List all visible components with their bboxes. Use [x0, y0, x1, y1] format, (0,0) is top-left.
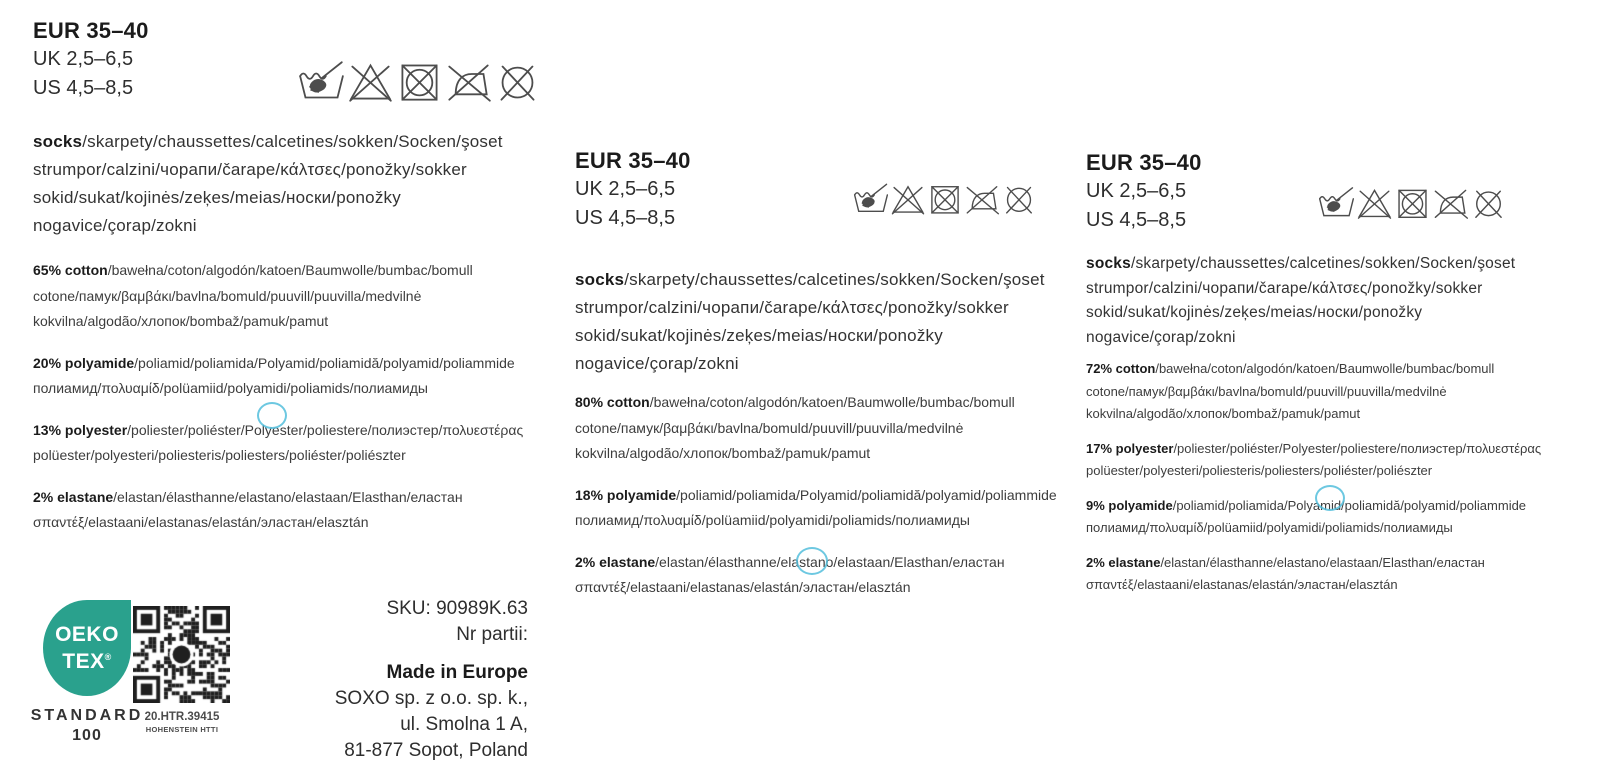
material-paragraph [1086, 552, 1541, 597]
do-not-iron-icon [964, 176, 1000, 222]
composition-block-2 [575, 390, 1057, 617]
material-bold: 65% cotton [33, 262, 108, 278]
standard-number: 100 [72, 727, 102, 744]
composition-block-3 [1086, 358, 1541, 609]
material-paragraph [1086, 358, 1541, 426]
oeko-tex-logo [43, 600, 131, 696]
size-header-3 [1086, 148, 1202, 235]
material-rest: /poliester/poliéster/Polyester/poliestere/полиэстер/πολυεστέρας [127, 421, 524, 438]
product-name-lines: strumpor/calzini/чорапи/čarape/κάλτσες/ponožky/sokker sokid/sukat/kojinės/zeķes/meias/носки/ponožky nogavice/çorap/zokni [33, 160, 467, 235]
material-bold: 2% elastane [575, 553, 656, 570]
size-us: US 4,5–8,5 [1086, 209, 1187, 231]
material-rest: /elastan/élasthanne/elastano/elastaan/Elasthan/еластан [1160, 554, 1485, 570]
care-symbols-row-1 [298, 58, 541, 105]
material-paragraph [575, 390, 1057, 467]
care-symbols-row-2 [853, 176, 1037, 222]
do-not-tumble-dry-icon [927, 176, 963, 222]
product-name-rest: /skarpety/chaussettes/calcetines/sokken/Socken/şoset [624, 270, 1045, 289]
product-names-1 [33, 128, 503, 240]
material-rest: /elastan/élasthanne/elastano/elastaan/Elasthan/еластан [655, 553, 1005, 570]
proof-annotation-circle-polyester [257, 402, 287, 429]
material-rest: /poliamid/poliamida/Polyamid/poliamidă/polyamid/poliammide [134, 354, 515, 371]
material-paragraph [33, 351, 523, 402]
material-lines: полиамид/πολυαμίδ/polüamiid/polyamidi/poliamids/полиамиды [575, 512, 970, 528]
material-rest: /elastan/élasthanne/elastano/elastaan/Elasthan/еластан [113, 488, 463, 505]
hand-wash-icon [1318, 180, 1355, 226]
material-lines: полиамид/πολυαμίδ/polüamiid/polyamidi/poliamids/полиамиды [1086, 520, 1453, 535]
size-header-2 [575, 146, 691, 233]
size-uk: UK 2,5–6,5 [575, 178, 676, 200]
size-eur: EUR 35–40 [575, 148, 691, 173]
material-lines: cotone/памук/βαμβάκι/bavlna/bomuld/puuvill/puuvilla/medvilnė kokvilna/algodão/хлопок/bombaž/pamuk/pamut [1086, 383, 1447, 421]
size-uk: UK 2,5–6,5 [1086, 180, 1187, 202]
material-bold: 80% cotton [575, 394, 650, 410]
material-lines: polüester/polyesteri/poliesteris/poliesters/poliéster/poliészter [33, 447, 406, 463]
material-paragraph [33, 485, 523, 536]
order-info-block [300, 596, 528, 764]
material-lines: полиамид/πολυαμίδ/polüamiid/polyamidi/poliamids/полиамиды [33, 380, 428, 396]
material-bold: 72% cotton [1086, 361, 1156, 376]
do-not-tumble-dry-icon [1394, 180, 1431, 226]
qr-code-canvas [133, 606, 230, 703]
product-name-rest: /skarpety/chaussettes/calcetines/sokken/Socken/şoset [82, 132, 503, 151]
proof-annotation-circle-polyamid [1315, 485, 1345, 511]
do-not-bleach-icon [1356, 180, 1393, 226]
size-uk: UK 2,5–6,5 [33, 48, 134, 70]
size-header-1 [33, 16, 149, 103]
material-bold: 9% polyamide [1086, 497, 1173, 513]
material-rest: /bawełna/coton/algodón/katoen/Baumwolle/bumbac/bomull [1155, 361, 1495, 376]
product-name-bold: socks [33, 132, 83, 151]
made-in-text: Made in Europe [386, 662, 528, 683]
hand-wash-icon [853, 176, 889, 222]
material-paragraph [33, 258, 523, 335]
material-bold: 13% polyester [33, 421, 128, 438]
product-name-rest: /skarpety/chaussettes/calcetines/sokken/Socken/şoset [1130, 255, 1516, 272]
oeko-logo-line1: OEKO [55, 623, 119, 646]
material-lines: σπαντέξ/elastaani/elastanas/elastán/эластан/elasztán [1086, 577, 1398, 592]
hand-wash-icon [298, 58, 345, 105]
oeko-logo-line2: TEX® [62, 650, 112, 673]
do-not-tumble-dry-icon [396, 58, 443, 105]
material-rest: /bawełna/coton/algodón/katoen/Baumwolle/bumbac/bomull [107, 262, 473, 278]
size-eur: EUR 35–40 [33, 18, 149, 43]
material-lines: polüester/polyesteri/poliesteris/poliesters/poliéster/poliészter [1086, 463, 1433, 478]
material-lines: σπαντέξ/elastaani/elastanas/elastán/эластан/elasztán [575, 579, 911, 595]
product-name-bold: socks [575, 270, 625, 289]
material-bold: 18% polyamide [575, 486, 677, 503]
product-names-2 [575, 266, 1045, 378]
do-not-dry-clean-icon [1001, 176, 1037, 222]
do-not-iron-icon [1432, 180, 1469, 226]
qr-code [133, 606, 230, 703]
care-symbols-row-3 [1318, 180, 1507, 226]
proof-annotation-circle-elastano [796, 547, 828, 575]
certificate-institute: HOHENSTEIN HTTI [145, 725, 219, 734]
product-name-bold: socks [1086, 255, 1131, 272]
material-bold: 20% polyamide [33, 354, 135, 371]
manufacturer-address: SOXO sp. z o.o. sp. k., ul. Smolna 1 A, 81-877 Sopot, Poland [334, 688, 528, 761]
standard-text: STANDARD [30, 707, 144, 724]
size-us: US 4,5–8,5 [33, 77, 134, 99]
material-bold: 2% elastane [33, 488, 114, 505]
product-name-lines: strumpor/calzini/чорапи/čarape/κάλτσες/ponožky/sokker sokid/sukat/kojinės/zeķes/meias/носки/ponožky nogavice/çorap/zokni [1086, 279, 1483, 346]
product-name-lines: strumpor/calzini/чорапи/čarape/κάλτσες/ponožky/sokker sokid/sukat/kojinės/zeķes/meias/носки/ponožky nogavice/çorap/zokni [575, 298, 1009, 373]
material-lines: cotone/памук/βαμβάκι/bavlna/bomuld/puuvill/puuvilla/medvilnė kokvilna/algodão/хлопок/bombaž/pamuk/pamut [33, 287, 422, 329]
do-not-dry-clean-icon [494, 58, 541, 105]
do-not-bleach-icon [890, 176, 926, 222]
material-lines: σπαντέξ/elastaani/elastanas/elastán/эластан/elasztán [33, 514, 369, 530]
material-bold: 2% elastane [1086, 554, 1161, 570]
certificate-number: 20.HTR.39415 [144, 711, 220, 723]
do-not-dry-clean-icon [1470, 180, 1507, 226]
material-lines: cotone/памук/βαμβάκι/bavlna/bomuld/puuvill/puuvilla/medvilnė kokvilna/algodão/хлопок/bombaž/pamuk/pamut [575, 419, 964, 461]
material-paragraph [1086, 438, 1541, 483]
material-rest: /bawełna/coton/algodón/katoen/Baumwolle/bumbac/bomull [649, 394, 1015, 410]
registered-mark: ® [104, 652, 112, 662]
material-paragraph [575, 483, 1057, 534]
material-bold: 17% polyester [1086, 440, 1174, 456]
size-eur: EUR 35–40 [1086, 150, 1202, 175]
sku-text: SKU: 90989K.63 [386, 598, 528, 619]
material-rest: /poliamid/poliamida/Polyamid/poliamidă/polyamid/poliammide [1172, 497, 1527, 513]
size-us: US 4,5–8,5 [575, 207, 676, 229]
certificate-info [128, 710, 236, 735]
do-not-iron-icon [445, 58, 492, 105]
material-rest: /poliamid/poliamida/Polyamid/poliamidă/polyamid/poliammide [676, 486, 1057, 503]
batch-label: Nr partii: [456, 624, 528, 645]
product-names-3 [1086, 252, 1515, 350]
material-rest: /poliester/poliéster/Polyester/poliestere/полиэстер/πολυεστέρας [1173, 440, 1542, 456]
material-paragraph [1086, 495, 1541, 540]
do-not-bleach-icon [347, 58, 394, 105]
